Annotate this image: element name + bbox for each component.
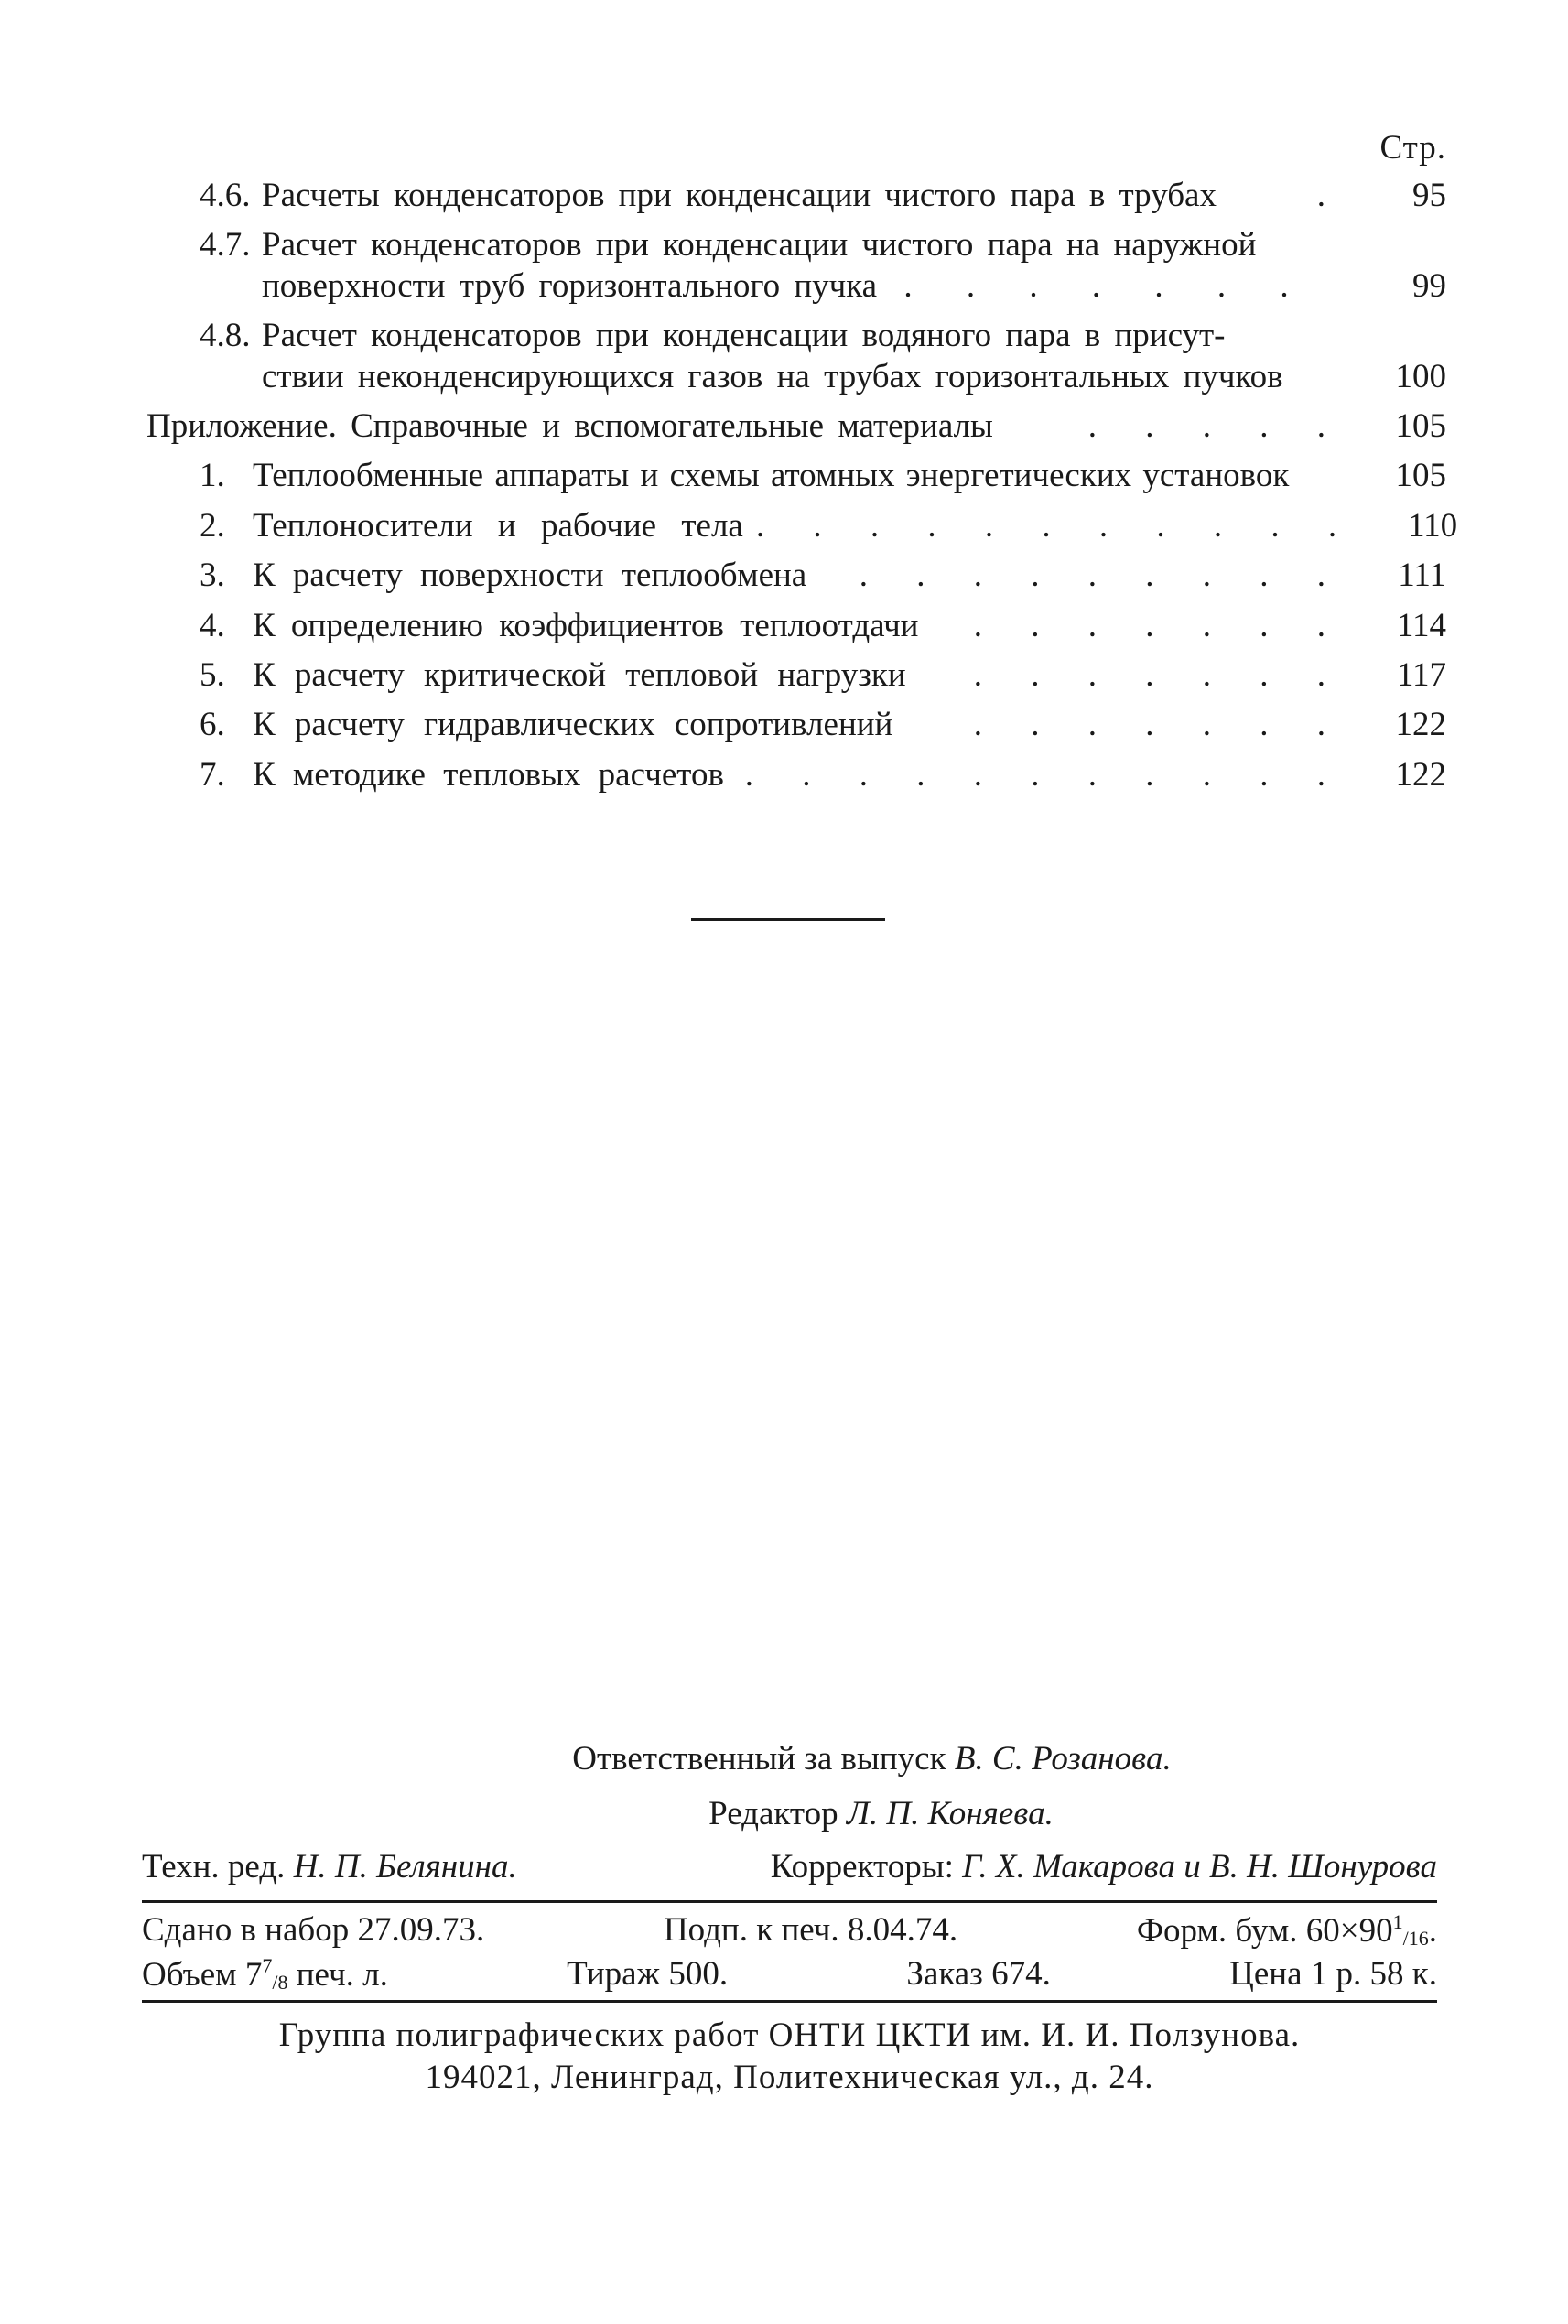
- volume: [142, 1954, 388, 1998]
- responsible-label: Ответственный за выпуск: [572, 1740, 946, 1778]
- tech-editor: [142, 1847, 517, 1898]
- toc-entry: [146, 176, 1446, 216]
- paper-format-sub: /16: [1402, 1927, 1429, 1950]
- tech-editor-label: Техн. ред.: [142, 1848, 286, 1886]
- toc-entry-leader: . . . . .: [1087, 406, 1346, 445]
- section-divider: [691, 918, 885, 921]
- table-of-contents: [146, 128, 1458, 805]
- toc-entry-page: 105: [1395, 457, 1446, 495]
- toc-entry-page: 122: [1395, 755, 1446, 794]
- toc-entry-number: 3.: [200, 557, 225, 595]
- imprint-row-2: [142, 1954, 1437, 1998]
- toc-entry: [146, 655, 1446, 696]
- toc-entry: [146, 755, 1446, 795]
- printer-name: Группа полиграфических работ ОНТИ ЦКТИ им. И. И. Ползунова.: [278, 2016, 1301, 2054]
- paper-format-suffix: .: [1428, 1912, 1437, 1950]
- toc-entry-number: 5.: [200, 655, 225, 694]
- paper-format: [1137, 1910, 1437, 1954]
- imprint-row-1: [142, 1910, 1437, 1954]
- imprint-rule-top: [142, 1900, 1437, 1903]
- toc-entry-number: 1.: [200, 457, 225, 495]
- correctors-label: Корректоры:: [770, 1848, 954, 1886]
- toc-entry-title: Теплообменные аппараты и схемы атомных энергетических установок: [253, 457, 1290, 495]
- toc-entry-page: 99: [1412, 266, 1446, 305]
- toc-entry-leader: . . . . . . .: [973, 655, 1346, 694]
- toc-entry: [146, 225, 1446, 307]
- toc-entry-leader: . . . . . . .: [973, 706, 1346, 744]
- toc-entry-title: Расчеты конденсаторов при конденсации чистого пара в трубах: [262, 177, 1217, 214]
- toc-entry-page: 95: [1412, 177, 1446, 214]
- toc-entry-page: 122: [1395, 706, 1446, 744]
- toc-entry-appendix: [146, 406, 1446, 447]
- staff-line: [142, 1847, 1437, 1898]
- toc-entry-page: 110: [1407, 506, 1458, 545]
- correctors: [771, 1847, 1437, 1898]
- toc-entry-number: 4.6.: [200, 177, 251, 214]
- toc-entry-leader: .: [1316, 177, 1346, 214]
- toc-entry: [146, 705, 1446, 745]
- toc-entry-title: К расчету поверхности теплообмена: [253, 557, 807, 595]
- paper-format-sup: 1: [1392, 1910, 1403, 1933]
- order-number: Заказ 674.: [906, 1955, 1051, 1993]
- toc-entry-title: Теплоносители и рабочие тела: [253, 506, 743, 545]
- toc-entry-title-line: Расчет конденсаторов при конденсации водяного пара в присут-: [262, 317, 1226, 355]
- toc-entry: [146, 456, 1446, 496]
- toc-entry-page: 114: [1396, 606, 1446, 644]
- toc-entry: [146, 316, 1446, 397]
- editor-name: Л. П. Коняева.: [846, 1795, 1054, 1832]
- responsible-name: В. С. Розанова.: [954, 1740, 1172, 1778]
- typeset-date: Сдано в набор 27.09.73.: [142, 1911, 485, 1949]
- editor-line: [325, 1794, 1437, 1847]
- toc-entry-number: 7.: [200, 755, 225, 794]
- toc-entry-page: 105: [1395, 406, 1446, 445]
- toc-entry-leader: . . . . . . . . . . .: [755, 506, 1357, 545]
- paper-format-main: Форм. бум. 60×90: [1136, 1912, 1393, 1950]
- tech-editor-name: Н. П. Белянина.: [293, 1848, 517, 1886]
- toc-entry-title-line: Расчет конденсаторов при конденсации чистого пара на наружной: [262, 226, 1257, 265]
- print-run: Тираж 500.: [567, 1955, 729, 1993]
- toc-entry-number: 4.: [200, 606, 225, 644]
- toc-entry: [146, 606, 1446, 646]
- volume-suffix: печ. л.: [287, 1956, 388, 1994]
- toc-entry-page: 117: [1396, 655, 1446, 694]
- price: Цена 1 р. 58 к.: [1229, 1955, 1437, 1993]
- toc-entry-number: 4.8.: [200, 317, 251, 355]
- toc-entry-title-line: поверхности труб горизонтального пучка: [262, 266, 878, 305]
- toc-entry-title: [262, 316, 1346, 397]
- toc-entry-title: [262, 225, 1346, 307]
- toc-entry-number: 4.7.: [200, 226, 251, 265]
- toc-entry-title: К расчету гидравлических сопротивлений: [253, 706, 893, 744]
- printer-address: 194021, Ленинград, Политехническая ул., д. 24.: [425, 2059, 1154, 2096]
- toc-entry-title: К определению коэффициентов теплоотдачи: [253, 606, 919, 644]
- toc-entry-leader: . . . . . . . . .: [859, 557, 1346, 595]
- toc-entry: [146, 506, 1458, 546]
- toc-entry-title-line: ствии неконденсирующихся газов на трубах горизонтальных пучков: [262, 357, 1283, 395]
- imprint-block: [142, 1739, 1437, 2100]
- toc-entry-number: 6.: [200, 706, 225, 744]
- toc-entry-page: 100: [1395, 357, 1446, 395]
- editor-label: Редактор: [708, 1795, 838, 1832]
- toc-entry-page: 111: [1398, 557, 1446, 595]
- toc-entry-title: Приложение. Справочные и вспомогательные материалы: [146, 406, 993, 445]
- toc-entry-number: 2.: [200, 506, 225, 545]
- toc-entry-title: К методике тепловых расчетов: [253, 755, 724, 794]
- toc-entry-leader: . . . . . . .: [903, 266, 1309, 305]
- toc-entry-leader: . . . . . . . . . . .: [744, 755, 1346, 794]
- page-column-header: Стр.: [1379, 129, 1446, 167]
- volume-sup: 7: [262, 1954, 273, 1977]
- correctors-names: Г. Х. Макарова и В. Н. Шонурова: [962, 1848, 1437, 1886]
- volume-sub: /8: [272, 1971, 288, 1994]
- signed-date: Подп. к печ. 8.04.74.: [663, 1911, 958, 1949]
- toc-entry-title: К расчету критической тепловой нагрузки: [253, 655, 906, 694]
- toc-entry-leader: . . . . . . .: [973, 606, 1346, 644]
- volume-main: Объем 7: [142, 1956, 263, 1994]
- responsible-line: [307, 1739, 1437, 1794]
- printer-info: [142, 2010, 1437, 2100]
- toc-entry: [146, 556, 1446, 596]
- imprint-rule-bottom: [142, 2000, 1437, 2003]
